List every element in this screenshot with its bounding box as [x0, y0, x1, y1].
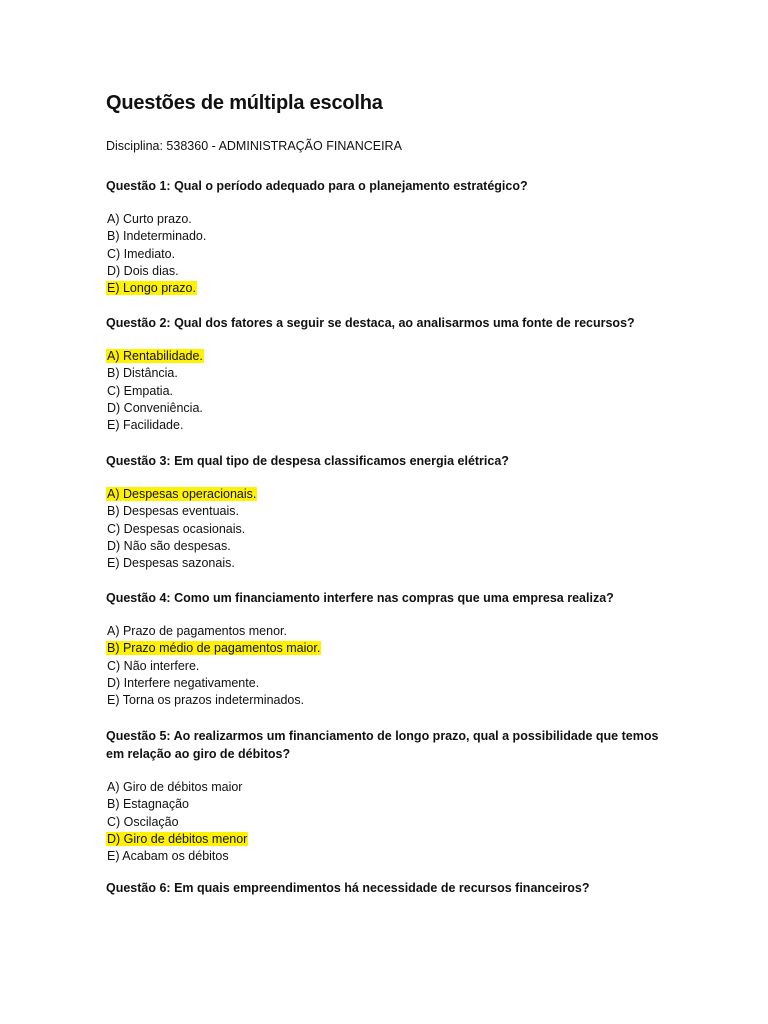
question-2 [106, 314, 666, 434]
question-5-text: Questão 5: Ao realizarmos um financiamento de longo prazo, qual a possibilidade que temos em relação ao giro de débitos? [106, 729, 659, 761]
question-1-option-e: E) Longo prazo. [107, 281, 196, 296]
question-1-option-a: A) Curto prazo. [107, 212, 192, 226]
question-3 [106, 452, 666, 572]
question-2-text: Questão 2: Qual dos fatores a seguir se destaca, ao analisarmos uma fonte de recursos? [106, 316, 635, 330]
question-2-options [106, 348, 666, 434]
question-6 [106, 879, 666, 897]
question-4 [106, 589, 666, 709]
question-3-option-b: B) Despesas eventuais. [107, 504, 240, 519]
question-1-option-c: C) Imediato. [107, 246, 176, 261]
question-1-text: Questão 1: Qual o período adequado para o planejamento estratégico? [106, 179, 528, 193]
question-6-text: Questão 6: Em quais empreendimentos há necessidade de recursos financeiros? [106, 881, 590, 895]
question-3-options [106, 486, 666, 572]
question-2-option-e: E) Facilidade. [107, 418, 184, 433]
question-3-option-e: E) Despesas sazonais. [107, 556, 235, 571]
question-2-option-c: C) Empatia. [107, 383, 173, 398]
question-5-options [106, 779, 666, 865]
question-1-options [106, 211, 666, 297]
question-1-option-b: B) Indeterminado. [107, 229, 207, 244]
question-5-option-b: B) Estagnação [107, 797, 189, 812]
question-5-option-c: C) Oscilação [107, 814, 179, 829]
question-5 [106, 727, 666, 865]
question-1 [106, 177, 666, 297]
question-2-option-b: B) Distância. [107, 366, 178, 381]
question-4-text: Questão 4: Como um financiamento interfere nas compras que uma empresa realiza? [106, 591, 614, 605]
page-title: Questões de múltipla escolha [106, 92, 383, 114]
question-3-option-a: A) Despesas operacionais. [107, 487, 257, 501]
question-4-option-b: B) Prazo médio de pagamentos maior. [107, 641, 321, 656]
question-3-option-d: D) Não são despesas. [107, 538, 231, 553]
question-4-option-e: E) Torna os prazos indeterminados. [107, 693, 305, 708]
question-5-option-a: A) Giro de débitos maior [107, 780, 243, 794]
question-1-option-d: D) Dois dias. [107, 263, 179, 278]
discipline-line: Disciplina: 538360 - ADMINISTRAÇÃO FINANCEIRA [106, 139, 402, 153]
question-4-option-a: A) Prazo de pagamentos menor. [107, 624, 287, 638]
question-4-option-d: D) Interfere negativamente. [107, 675, 260, 690]
question-4-options [106, 623, 666, 709]
question-2-option-a: A) Rentabilidade. [107, 349, 203, 363]
question-5-option-d: D) Giro de débitos menor [107, 831, 248, 846]
question-3-option-c: C) Despesas ocasionais. [107, 521, 246, 536]
question-3-text: Questão 3: Em qual tipo de despesa classificamos energia elétrica? [106, 454, 509, 468]
question-5-option-e: E) Acabam os débitos [107, 849, 229, 864]
question-2-option-d: D) Conveniência. [107, 400, 203, 415]
question-4-option-c: C) Não interfere. [107, 658, 200, 673]
